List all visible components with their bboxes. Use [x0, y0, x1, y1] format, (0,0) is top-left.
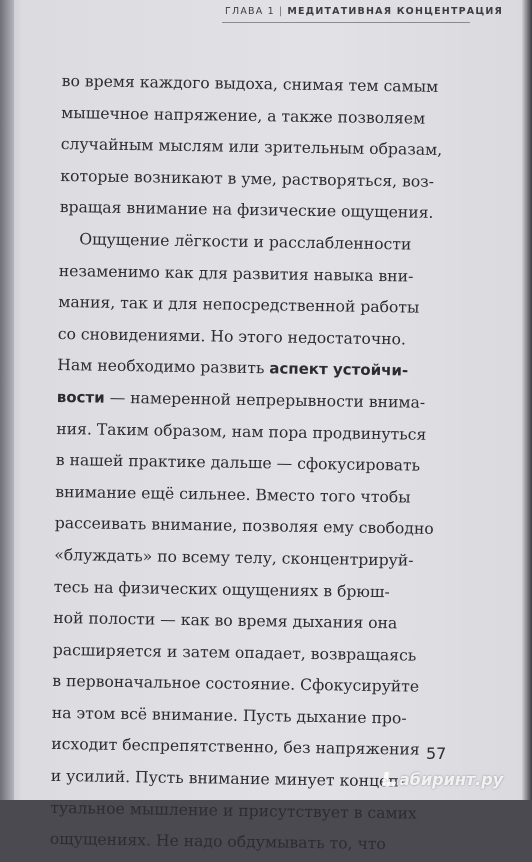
- watermark: [382, 770, 503, 789]
- text-fragment: Нам необходимо развить: [57, 356, 270, 378]
- labirint-logo-icon: [382, 772, 396, 786]
- text-line: рассеивать внимание, позволяя ему свободно: [54, 514, 434, 539]
- text-line: незаменимо как для развития навыка вни-: [58, 261, 414, 286]
- text-line: со сновидениями. Но этого недостаточно.: [57, 324, 407, 349]
- text-line: ния. Таким образом, нам пора продвинуться: [56, 419, 427, 444]
- chapter-label: ГЛАВА 1: [225, 6, 275, 17]
- page-number: 57: [426, 744, 447, 763]
- text-line: случайным мыслям или зрительным образам,: [60, 135, 443, 160]
- text-line: мания, так и для непосредственной работы: [58, 293, 420, 317]
- text-line: ной полости — как во время дыхания она: [53, 609, 398, 633]
- text-fragment: — намеренной непрерывности внима-: [104, 388, 426, 412]
- text-line: в нашей практике дальше — сфокусировать: [55, 451, 421, 475]
- section-title: МЕДИТАТИВНАЯ КОНЦЕНТРАЦИЯ: [287, 6, 504, 17]
- text-line: туальное мышление и присутствует в самих: [50, 798, 417, 823]
- watermark-text: абиринт.ру: [399, 770, 504, 789]
- paragraph-start-line: Ощущение лёгкости и расслабленности: [79, 230, 412, 254]
- text-line: вращая внимание на физические ощущения.: [59, 198, 434, 223]
- text-line: на этом всё внимание. Пусть дыхание про-: [51, 703, 407, 728]
- text-line: исходит беспрепятственно, без напряжения: [51, 735, 420, 760]
- text-line: в первоначальное состояние. Сфокусируйте: [52, 672, 420, 696]
- text-line: мышечное напряжение, а также позволяем: [61, 103, 426, 128]
- bold-term: аспект устойчи-: [269, 359, 409, 380]
- body-text: [50, 66, 466, 862]
- page-edge-shadow: [522, 0, 532, 800]
- text-line: внимание ещё сильнее. Вместо того чтобы: [55, 482, 411, 507]
- text-line: тесь на физических ощущениях в брюш-: [53, 577, 390, 601]
- page-spine-shadow: [0, 0, 14, 800]
- running-header: [225, 6, 503, 17]
- header-rule: [222, 22, 470, 23]
- text-line: которые возникают в уме, растворяться, воз-: [60, 166, 435, 191]
- text-line: расширяется и затем опадает, возвращаясь: [52, 640, 417, 665]
- bold-term-continued: вости: [56, 387, 105, 407]
- text-line: ощущениях. Не надо обдумывать то, что: [49, 830, 387, 854]
- text-line: «блуждать» по всему телу, сконцентрируй-: [54, 545, 414, 570]
- header-separator: |: [278, 6, 284, 17]
- text-line: и усилий. Пусть внимание минует концеп-: [50, 766, 405, 791]
- text-line: во время каждого выдоха, снимая тем самым: [61, 71, 439, 96]
